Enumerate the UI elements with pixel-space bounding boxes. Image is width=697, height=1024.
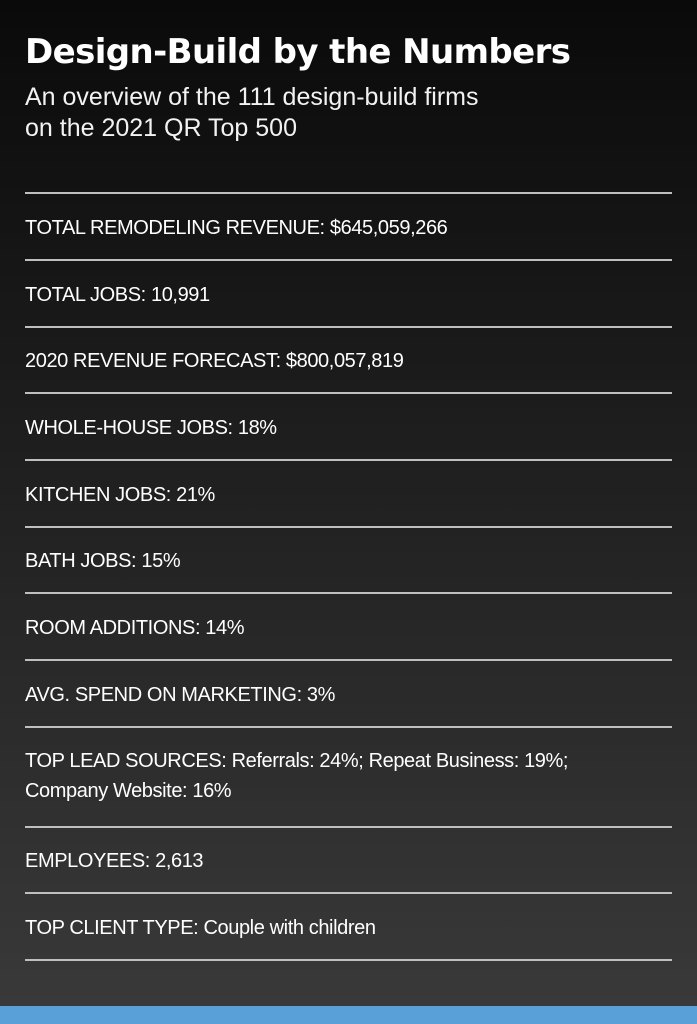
- stat-label: TOP CLIENT TYPE:: [25, 917, 199, 939]
- stat-value: Referrals: 24%; Repeat Business: 19%;: [226, 750, 569, 772]
- divider: [25, 659, 672, 661]
- stat-total-jobs: [25, 280, 670, 310]
- stat-value: 2,613: [149, 850, 204, 872]
- stat-top-lead-sources: [25, 746, 670, 806]
- stat-value-line-2: Company Website: 16%: [25, 780, 232, 802]
- stat-value: Couple with children: [198, 917, 376, 939]
- divider: [25, 826, 672, 828]
- stat-marketing-spend: [25, 680, 670, 710]
- subtitle-line-2: on the 2021 QR Top 500: [25, 114, 297, 142]
- stat-kitchen-jobs: [25, 480, 670, 510]
- stat-value: 3%: [301, 684, 336, 706]
- header: [25, 28, 675, 144]
- stat-total-remodeling-revenue: [25, 213, 670, 243]
- stat-value: 15%: [136, 550, 181, 572]
- stat-label: BATH JOBS:: [25, 550, 137, 572]
- stat-whole-house-jobs: [25, 413, 670, 443]
- stat-label: TOTAL JOBS:: [25, 284, 146, 306]
- divider: [25, 459, 672, 461]
- divider: [25, 526, 672, 528]
- stat-value: 18%: [232, 417, 277, 439]
- divider: [25, 959, 672, 961]
- stat-value: 14%: [200, 617, 245, 639]
- stat-label: WHOLE-HOUSE JOBS:: [25, 417, 233, 439]
- accent-bar: [0, 1006, 697, 1024]
- divider: [25, 326, 672, 328]
- stat-label: ROOM ADDITIONS:: [25, 617, 201, 639]
- stat-label: TOP LEAD SOURCES:: [25, 750, 227, 772]
- stat-value: 21%: [170, 484, 215, 506]
- divider: [25, 259, 672, 261]
- stat-label: TOTAL REMODELING REVENUE:: [25, 217, 325, 239]
- stat-value: 10,991: [145, 284, 210, 306]
- stat-label: EMPLOYEES:: [25, 850, 150, 872]
- stat-top-client-type: [25, 913, 670, 943]
- subtitle-line-1: An overview of the 111 design-build firms: [25, 83, 479, 111]
- page-title: Design-Build by the Numbers: [25, 32, 571, 72]
- stat-label: KITCHEN JOBS:: [25, 484, 171, 506]
- stat-value: $800,057,819: [280, 350, 404, 372]
- stat-label: 2020 REVENUE FORECAST:: [25, 350, 281, 372]
- stat-employees: [25, 846, 670, 876]
- divider: [25, 392, 672, 394]
- divider: [25, 592, 672, 594]
- stat-room-additions: [25, 613, 670, 643]
- stat-bath-jobs: [25, 546, 670, 576]
- subtitle: [25, 82, 675, 144]
- stat-value: $645,059,266: [324, 217, 448, 239]
- divider: [25, 726, 672, 728]
- stat-label: AVG. SPEND ON MARKETING:: [25, 684, 302, 706]
- stat-revenue-forecast: [25, 346, 670, 376]
- divider: [25, 892, 672, 894]
- divider: [25, 192, 672, 194]
